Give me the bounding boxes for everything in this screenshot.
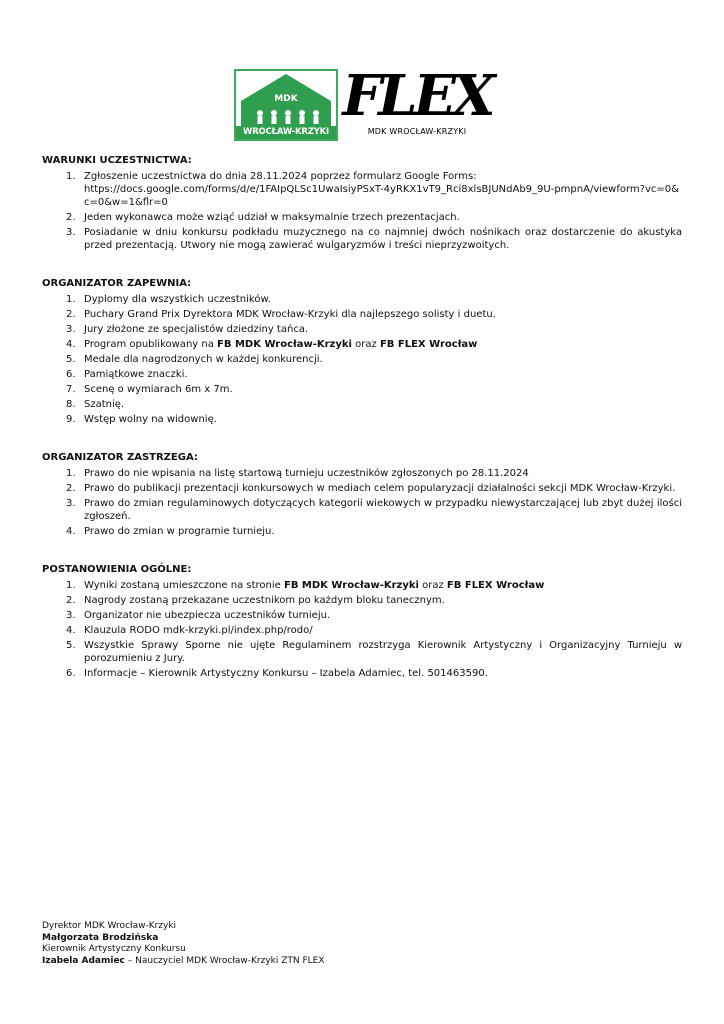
item-text: Wstęp wolny na widownię. <box>84 414 217 425</box>
list-item <box>42 497 682 523</box>
section-heading: ORGANIZATOR ZAPEWNIA: <box>42 278 192 289</box>
list-item <box>42 338 682 351</box>
list-item <box>42 383 682 396</box>
item-number: 3. <box>66 498 76 509</box>
item-number: 1. <box>66 171 76 182</box>
item-number: 1. <box>66 294 76 305</box>
section-zapewnia <box>42 277 682 426</box>
item-text: Prawo do zmian regulaminowych dotyczących kategorii wiekowych w przypadku niewystarczającej lub zbyt dużej ilości zgłoszeń. <box>84 498 682 522</box>
numbered-list <box>42 170 682 252</box>
list-item <box>42 323 682 336</box>
list-item <box>42 467 682 480</box>
item-text: Prawo do publikacji prezentacji konkursowych w mediach celem popularyzacji działalności sekcji MDK Wrocław-Krzyki. <box>84 483 676 494</box>
item-text-mid: oraz <box>418 580 447 591</box>
item-number: 4. <box>66 526 76 537</box>
list-item <box>42 639 682 665</box>
item-number: 2. <box>66 212 76 223</box>
list-item <box>42 398 682 411</box>
item-number: 1. <box>66 468 76 479</box>
item-number: 4. <box>66 625 76 636</box>
list-item <box>42 525 682 538</box>
section-heading: ORGANIZATOR ZASTRZEGA: <box>42 452 198 463</box>
section-zastrzega <box>42 451 682 538</box>
list-item <box>42 170 682 209</box>
item-number: 2. <box>66 595 76 606</box>
item-number: 4. <box>66 339 76 350</box>
artistic-director-name: Izabela Adamiec <box>42 955 125 966</box>
numbered-list <box>42 467 682 538</box>
item-number: 5. <box>66 354 76 365</box>
document-body <box>42 154 682 705</box>
list-item <box>42 594 682 607</box>
signature-footer <box>42 921 325 967</box>
header-logos <box>234 63 494 145</box>
item-text: Jury złożone ze specjalistów dziedziny tańca. <box>84 324 309 335</box>
section-heading: WARUNKI UCZESTNICTWA: <box>42 155 192 166</box>
item-number: 6. <box>66 369 76 380</box>
item-text: Zgłoszenie uczestnictwa do dnia 28.11.2024 poprzez formularz Google Forms: <box>84 171 477 182</box>
item-text: Informacje – Kierownik Artystyczny Konkursu – Izabela Adamiec, tel. 501463590. <box>84 668 488 679</box>
item-text: Posiadanie w dniu konkursu podkładu muzycznego na co najmniej dwóch nośnikach oraz dostarczenie do akustyka przed prezentacją. Utwory nie mogą zawierać wulgaryzmów i treści nieprzyzwoitych. <box>84 227 682 251</box>
list-item <box>42 624 682 637</box>
item-number: 6. <box>66 668 76 679</box>
artistic-director-line <box>42 956 325 968</box>
item-number: 7. <box>66 384 76 395</box>
item-text: Scenę o wymiarach 6m x 7m. <box>84 384 233 395</box>
list-item <box>42 368 682 381</box>
item-text: Dyplomy dla wszystkich uczestników. <box>84 294 271 305</box>
mdk-logo <box>234 69 338 141</box>
item-number: 5. <box>66 640 76 651</box>
item-text: Prawo do nie wpisania na listę startową turnieju uczestników zgłoszonych po 28.11.2024 <box>84 468 529 479</box>
item-text-pre: Program opublikowany na <box>84 339 218 350</box>
item-text: Prawo do zmian w programie turnieju. <box>84 526 275 537</box>
item-number: 2. <box>66 309 76 320</box>
item-text: Jeden wykonawca może wziąć udział w maksymalnie trzech prezentacjach. <box>84 212 460 223</box>
artistic-director-title: Kierownik Artystyczny Konkursu <box>42 944 186 954</box>
item-text-mid: oraz <box>351 339 380 350</box>
fb-mdk-name: FB MDK Wrocław-Krzyki <box>284 580 419 591</box>
list-item <box>42 308 682 321</box>
list-item <box>42 226 682 252</box>
item-text: Medale dla nagrodzonych w każdej konkurencji. <box>84 354 323 365</box>
rodo-clause[interactable]: Klauzula RODO mdk-krzyki.pl/index.php/rodo/ <box>84 625 313 636</box>
item-number: 9. <box>66 414 76 425</box>
mdk-logo-text: MDK <box>274 94 298 104</box>
item-text: Puchary Grand Prix Dyrektora MDK Wrocław-Krzyki dla najlepszego solisty i duetu. <box>84 309 496 320</box>
list-item <box>42 211 682 224</box>
list-item <box>42 667 682 680</box>
list-item <box>42 293 682 306</box>
item-text: Szatnię. <box>84 399 125 410</box>
item-number: 3. <box>66 324 76 335</box>
google-forms-link[interactable]: https://docs.google.com/forms/d/e/1FAIpQLSc1UwaIsiyPSxT-4yRKX1vT9_Rci8xlsBJUNdAb9_9U-pmpnA/viewform?vc=0&c=0&w=1&flr=0 <box>84 184 679 208</box>
fb-flex-name: FB FLEX Wrocław <box>446 580 545 591</box>
list-item <box>42 579 682 592</box>
mdk-logo-band: WROCŁAW-KRZYKI <box>236 126 336 139</box>
list-item <box>42 353 682 366</box>
artistic-director-role: – Nauczyciel MDK Wrocław-Krzyki ZTN FLEX <box>124 955 325 966</box>
item-text-pre: Wyniki zostaną umieszczone na stronie <box>84 580 284 591</box>
numbered-list <box>42 579 682 680</box>
fb-flex-name: FB FLEX Wrocław <box>379 339 478 350</box>
director-name: Małgorzata Brodzińska <box>42 932 159 943</box>
item-text: Organizator nie ubezpiecza uczestników turnieju. <box>84 610 331 621</box>
list-item <box>42 609 682 622</box>
numbered-list <box>42 293 682 426</box>
director-title: Dyrektor MDK Wrocław-Krzyki <box>42 921 177 931</box>
item-text: Nagrody zostaną przekazane uczestnikom po każdym bloku tanecznym. <box>84 595 445 606</box>
item-number: 2. <box>66 483 76 494</box>
item-number: 8. <box>66 399 76 410</box>
list-item <box>42 482 682 495</box>
item-text: Pamiątkowe znaczki. <box>84 369 188 380</box>
item-number: 1. <box>66 580 76 591</box>
flex-logo-subtitle: MDK WROCŁAW-KRZYKI <box>367 127 467 136</box>
item-text: Wszystkie Sprawy Sporne nie ujęte Regulaminem rozstrzyga Kierownik Artystyczny i Organizacyjny Turnieju w porozumieniu z Jury. <box>84 640 682 664</box>
item-number: 3. <box>66 227 76 238</box>
item-number: 3. <box>66 610 76 621</box>
section-warunki <box>42 154 682 252</box>
section-ogolne <box>42 563 682 680</box>
section-heading: POSTANOWIENIA OGÓLNE: <box>42 564 192 575</box>
flex-logo-word: FLEX <box>342 63 492 129</box>
fb-mdk-name: FB MDK Wrocław-Krzyki <box>217 339 352 350</box>
flex-logo <box>340 63 494 145</box>
list-item <box>42 413 682 426</box>
